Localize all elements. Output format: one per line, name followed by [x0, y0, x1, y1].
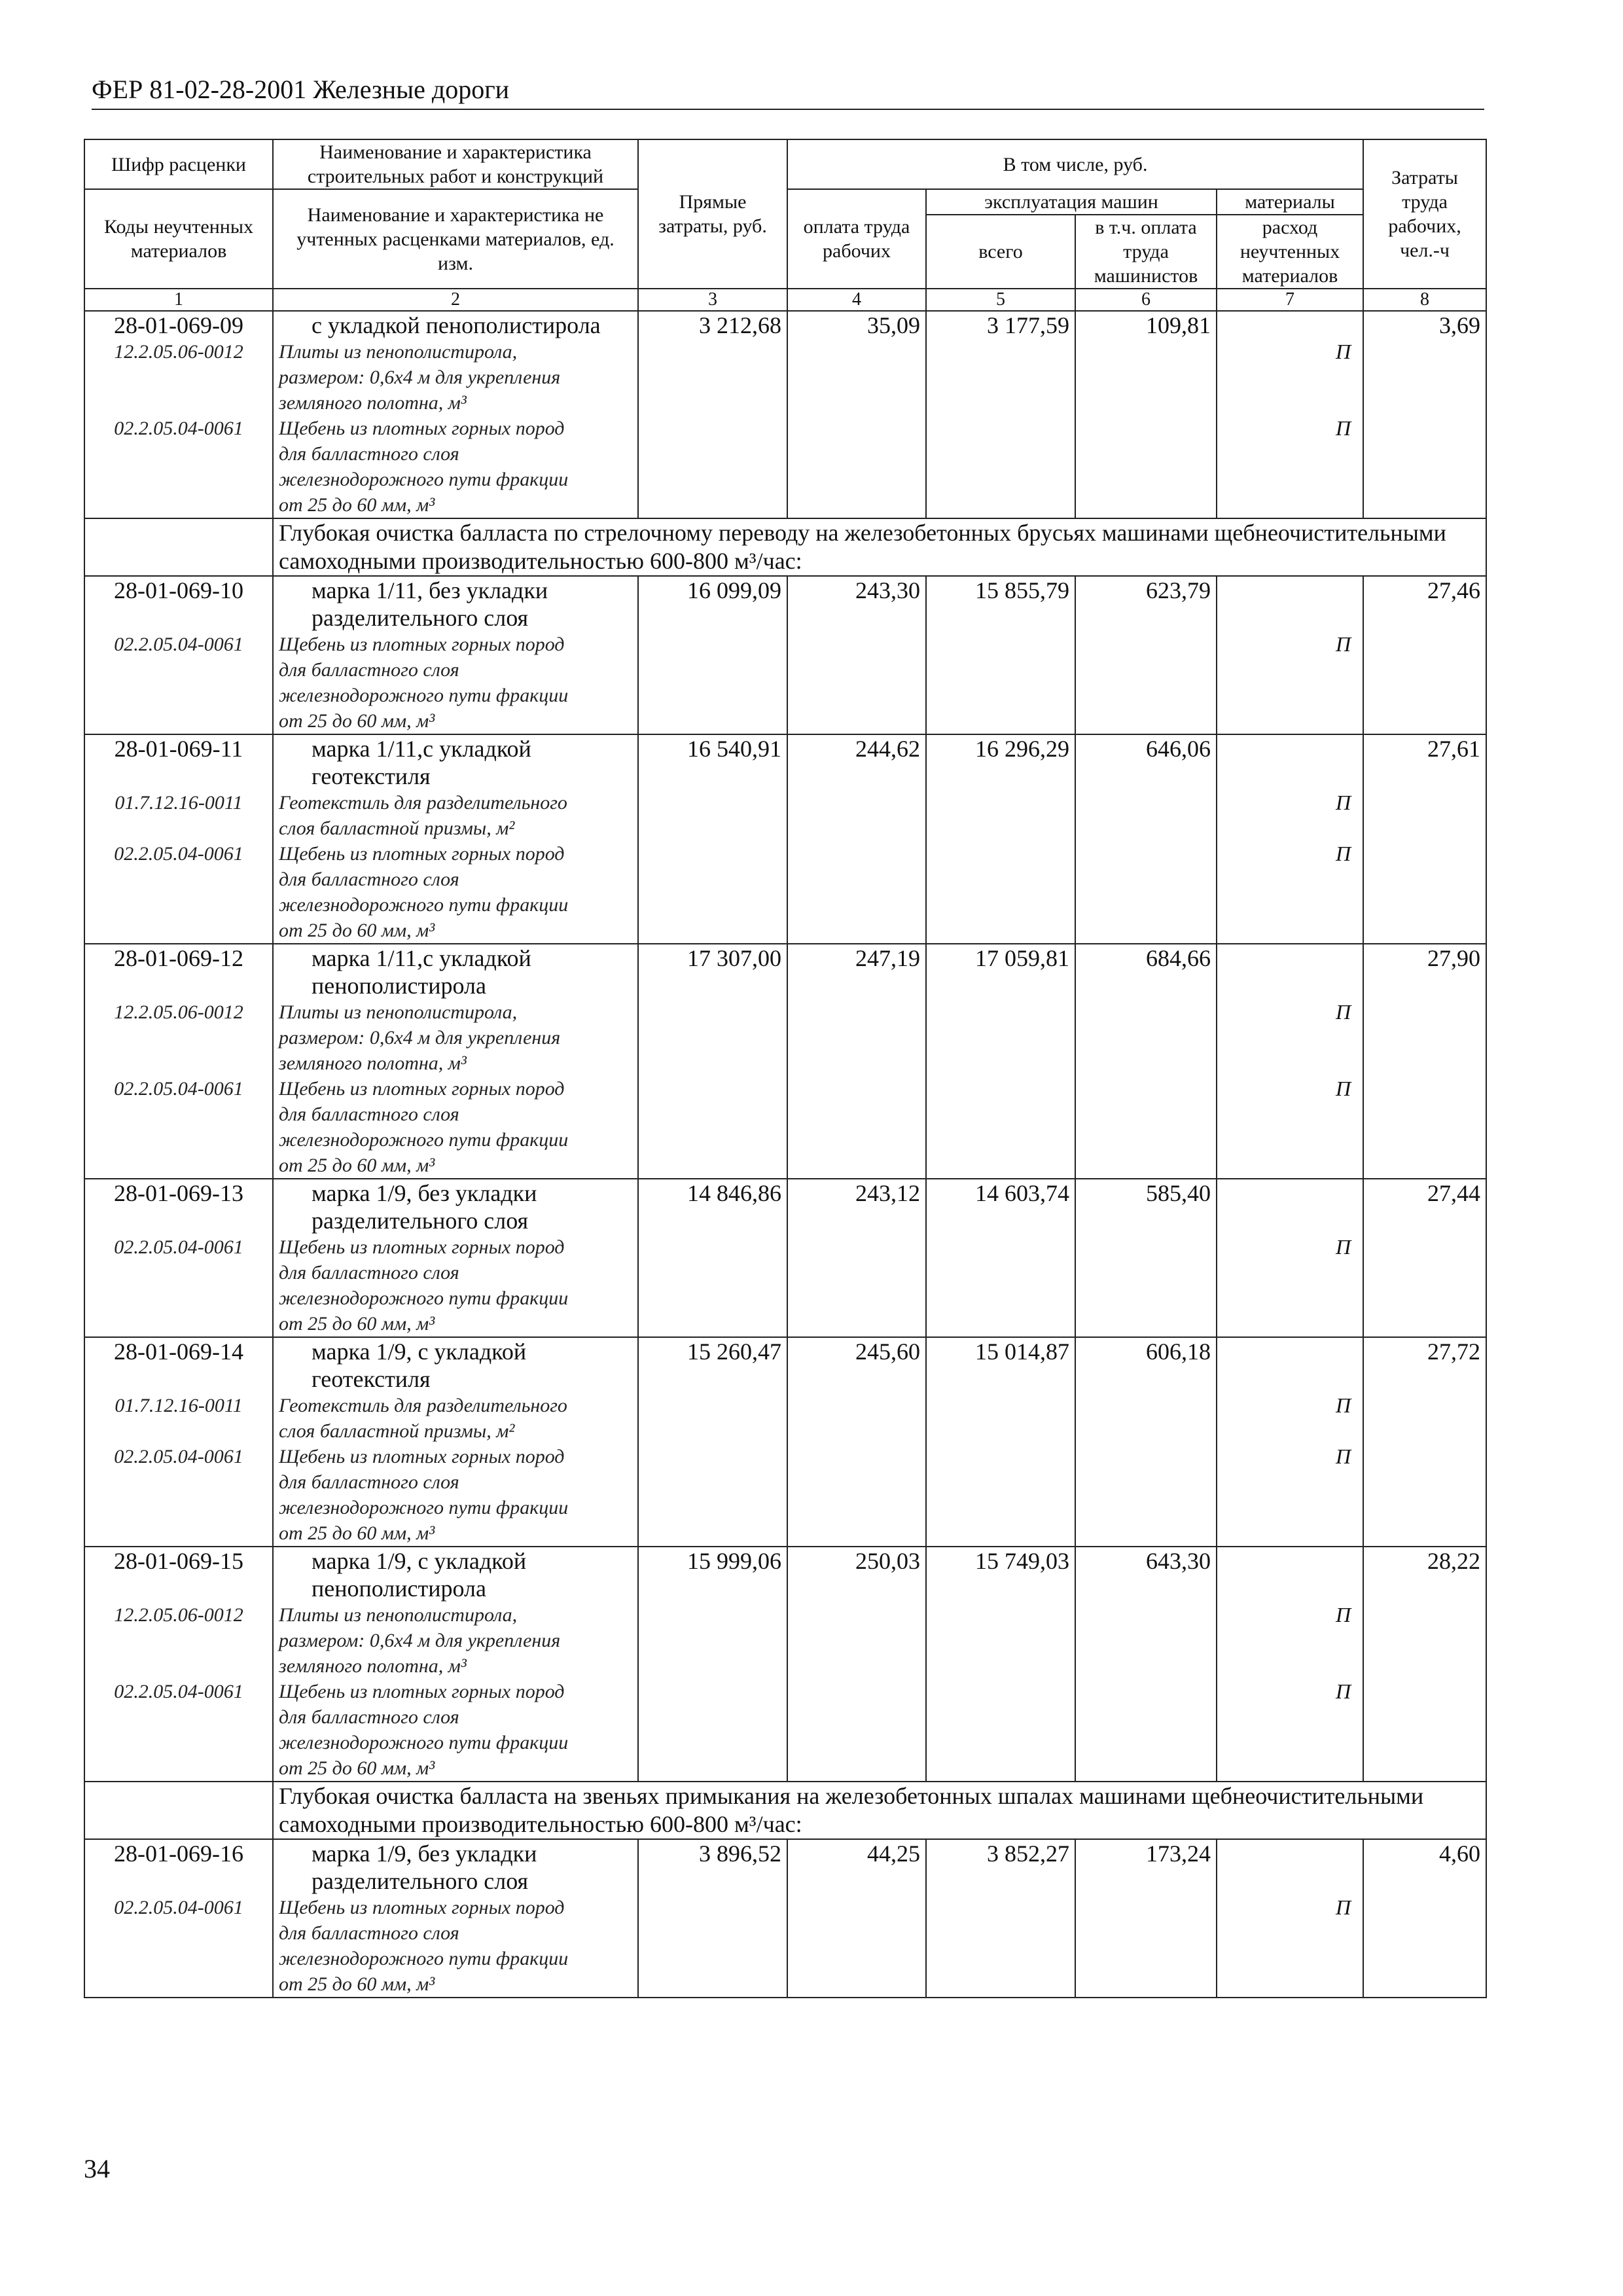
rate-name-line: марка 1/9, без укладки — [312, 1180, 537, 1206]
rate-name-line: пенополистирола — [312, 973, 486, 999]
material-name-line: Щебень из плотных горных пород — [279, 1078, 565, 1100]
col-direct-header: Прямые затраты, руб. — [638, 139, 787, 289]
spacer — [1222, 492, 1357, 518]
machine-total-cell: 16 296,29 — [926, 734, 1075, 944]
col-labor-pay-header: оплата труда рабочих — [787, 189, 926, 289]
rate-name-line: разделительного слоя — [312, 1208, 529, 1234]
col-name-materials-header: Наименование и характеристика не учтенных расценками материалов, ед. изм. — [273, 189, 638, 289]
spacer — [1222, 1920, 1357, 1946]
material-marker: П — [1335, 1603, 1351, 1626]
spacer — [90, 1102, 267, 1127]
labor-pay-cell: 35,09 — [787, 311, 926, 518]
material-marker: П — [1335, 1679, 1351, 1703]
materials-unaccounted-cell — [1217, 1337, 1363, 1547]
material-name-line: Щебень из плотных горных пород — [279, 1681, 565, 1702]
labor-cost-cell: 3,69 — [1363, 311, 1486, 518]
spacer — [1222, 1704, 1357, 1730]
material-name-line: слоя балластной призмы, м² — [279, 1420, 515, 1442]
rate-code: 28-01-069-16 — [114, 1840, 243, 1867]
rate-code-cell — [84, 311, 273, 518]
material-name-line: железнодорожного пути фракции — [279, 1948, 569, 1969]
rate-name-cell — [273, 944, 638, 1179]
material-name-line: для балластного слоя — [279, 869, 459, 890]
labor-cost-cell: 27,90 — [1363, 944, 1486, 1179]
spacer — [1222, 1469, 1357, 1495]
machine-labor-cell: 109,81 — [1075, 311, 1217, 518]
rate-code-cell — [84, 734, 273, 944]
material-name-line: от 25 до 60 мм, м³ — [279, 1313, 435, 1335]
spacer — [90, 1207, 267, 1234]
spacer — [90, 1520, 267, 1546]
material-name-line: для балластного слоя — [279, 1471, 459, 1493]
spacer — [1222, 735, 1357, 790]
rate-row — [84, 1179, 1486, 1337]
section-row — [84, 518, 1486, 576]
spacer — [1222, 577, 1357, 632]
material-marker: П — [1335, 340, 1351, 363]
col-codes-unaccounted-header: Коды неучтенных материалов — [84, 189, 273, 289]
labor-cost-cell: 27,61 — [1363, 734, 1486, 944]
machine-total-cell: 3 852,27 — [926, 1839, 1075, 1998]
spacer — [1222, 918, 1357, 943]
rate-name-line: марка 1/11, без укладки — [312, 577, 548, 603]
material-code: 12.2.05.06-0012 — [114, 341, 243, 363]
spacer — [90, 1575, 267, 1602]
rate-name-cell — [273, 576, 638, 734]
labor-pay-cell: 247,19 — [787, 944, 926, 1179]
material-marker: П — [1335, 1077, 1351, 1100]
material-name-line: от 25 до 60 мм, м³ — [279, 494, 435, 516]
labor-cost-cell: 28,22 — [1363, 1547, 1486, 1782]
machine-total-cell: 15 855,79 — [926, 576, 1075, 734]
spacer — [90, 604, 267, 632]
rate-code-cell — [84, 944, 273, 1179]
material-marker: П — [1335, 1895, 1351, 1919]
material-name-line: размером: 0,6х4 м для укрепления — [279, 1630, 561, 1651]
spacer — [90, 1127, 267, 1153]
spacer — [90, 1920, 267, 1946]
materials-unaccounted-cell — [1217, 944, 1363, 1179]
material-marker: П — [1335, 416, 1351, 440]
machine-labor-cell: 684,66 — [1075, 944, 1217, 1179]
page-header — [92, 73, 1484, 110]
col-machine-labor-header: в т.ч. оплата труда машинистов — [1075, 215, 1217, 289]
material-name-line: Геотекстиль для разделительного — [279, 1395, 567, 1416]
material-name-line: Щебень из плотных горных пород — [279, 418, 565, 439]
spacer — [1222, 1730, 1357, 1755]
spacer — [90, 683, 267, 708]
material-name-line: железнодорожного пути фракции — [279, 685, 569, 706]
rate-name-line: геотекстиля — [312, 1366, 431, 1392]
material-name-line: Плиты из пенополистирола, — [279, 341, 518, 363]
spacer — [90, 1628, 267, 1653]
spacer — [90, 918, 267, 943]
material-name-line: от 25 до 60 мм, м³ — [279, 1155, 435, 1176]
col-materials-unaccounted-header: расход неучтенных материалов — [1217, 215, 1363, 289]
spacer — [1222, 1153, 1357, 1178]
spacer — [90, 1755, 267, 1781]
materials-unaccounted-cell — [1217, 734, 1363, 944]
spacer — [1222, 1520, 1357, 1546]
material-name-line: железнодорожного пути фракции — [279, 1732, 569, 1753]
document-title: ФЕР 81-02-28-2001 Железные дороги — [92, 75, 510, 104]
material-marker: П — [1335, 1235, 1351, 1259]
table-header — [84, 139, 1486, 311]
machine-labor-cell: 646,06 — [1075, 734, 1217, 944]
direct-cost-cell: 16 099,09 — [638, 576, 787, 734]
material-code: 02.2.05.04-0061 — [114, 634, 243, 655]
material-name-line: железнодорожного пути фракции — [279, 1497, 569, 1518]
machine-labor-cell: 585,40 — [1075, 1179, 1217, 1337]
col-including-header: В том числе, руб. — [787, 139, 1363, 189]
labor-pay-cell: 44,25 — [787, 1839, 926, 1998]
rate-row — [84, 1337, 1486, 1547]
material-name-line: Щебень из плотных горных пород — [279, 1446, 565, 1467]
spacer — [90, 467, 267, 492]
spacer — [90, 1730, 267, 1755]
direct-cost-cell: 15 999,06 — [638, 1547, 787, 1782]
direct-cost-cell: 14 846,86 — [638, 1179, 787, 1337]
rate-code-cell — [84, 576, 273, 734]
spacer — [90, 816, 267, 841]
machine-total-cell: 3 177,59 — [926, 311, 1075, 518]
direct-cost-cell: 16 540,91 — [638, 734, 787, 944]
material-name-line: размером: 0,6х4 м для укрепления — [279, 1027, 561, 1049]
material-code: 02.2.05.04-0061 — [114, 1681, 243, 1702]
section-title: Глубокая очистка балласта на звеньях примыкания на железобетонных шпалах машинами щебнеочистительными самоходными производительностью 600-800 м³/час: — [273, 1782, 1486, 1839]
spacer — [90, 1653, 267, 1679]
spacer — [1222, 1260, 1357, 1285]
rate-name-line: пенополистирола — [312, 1575, 486, 1602]
material-name-line: слоя балластной призмы, м² — [279, 817, 515, 839]
col-number: 4 — [787, 289, 926, 311]
spacer — [1222, 1653, 1357, 1679]
rate-row — [84, 734, 1486, 944]
materials-unaccounted-cell — [1217, 1839, 1363, 1998]
spacer — [1222, 1840, 1357, 1895]
spacer — [90, 390, 267, 416]
col-number: 2 — [273, 289, 638, 311]
rate-name-cell — [273, 1839, 638, 1998]
spacer — [1222, 1179, 1357, 1234]
spacer — [90, 1418, 267, 1444]
rate-name-line: марка 1/9, с укладкой — [312, 1548, 527, 1574]
section-empty-cell — [84, 518, 273, 576]
spacer — [1222, 1050, 1357, 1076]
material-code: 12.2.05.06-0012 — [114, 1001, 243, 1023]
col-number: 1 — [84, 289, 273, 311]
spacer — [1222, 441, 1357, 467]
spacer — [1222, 708, 1357, 734]
rates-table — [84, 139, 1487, 1998]
col-number: 3 — [638, 289, 787, 311]
material-name-line: Щебень из плотных горных пород — [279, 843, 565, 865]
spacer — [90, 1365, 267, 1393]
material-name-line: железнодорожного пути фракции — [279, 469, 569, 490]
spacer — [90, 657, 267, 683]
material-name-line: земляного полотна, м³ — [279, 392, 467, 414]
rate-code: 28-01-069-12 — [114, 945, 243, 971]
rate-name-line: марка 1/11,с укладкой — [312, 945, 531, 971]
machine-labor-cell: 606,18 — [1075, 1337, 1217, 1547]
col-number: 7 — [1217, 289, 1363, 311]
col-number: 6 — [1075, 289, 1217, 311]
labor-cost-cell: 4,60 — [1363, 1839, 1486, 1998]
material-name-line: от 25 до 60 мм, м³ — [279, 1757, 435, 1779]
spacer — [1222, 1547, 1357, 1602]
material-name-line: Щебень из плотных горных пород — [279, 634, 565, 655]
material-name-line: железнодорожного пути фракции — [279, 894, 569, 916]
rates-table-wrapper — [84, 139, 1487, 1998]
spacer — [90, 1946, 267, 1971]
direct-cost-cell: 15 260,47 — [638, 1337, 787, 1547]
spacer — [1222, 1338, 1357, 1393]
material-marker: П — [1335, 1444, 1351, 1468]
material-name-line: Плиты из пенополистирола, — [279, 1001, 518, 1023]
material-code: 02.2.05.04-0061 — [114, 1446, 243, 1467]
material-name-line: от 25 до 60 мм, м³ — [279, 1973, 435, 1995]
machine-labor-cell: 643,30 — [1075, 1547, 1217, 1782]
labor-pay-cell: 243,30 — [787, 576, 926, 734]
spacer — [90, 441, 267, 467]
materials-unaccounted-cell — [1217, 576, 1363, 734]
material-name-line: Геотекстиль для разделительного — [279, 792, 567, 814]
material-name-line: размером: 0,6х4 м для укрепления — [279, 367, 561, 388]
spacer — [90, 492, 267, 518]
spacer — [90, 1153, 267, 1178]
material-name-line: от 25 до 60 мм, м³ — [279, 1522, 435, 1544]
spacer — [1222, 657, 1357, 683]
materials-unaccounted-cell — [1217, 1179, 1363, 1337]
spacer — [1222, 1755, 1357, 1781]
spacer — [1222, 390, 1357, 416]
machine-total-cell: 14 603,74 — [926, 1179, 1075, 1337]
material-name-line: для балластного слоя — [279, 659, 459, 681]
rate-name-cell — [273, 1337, 638, 1547]
material-code: 02.2.05.04-0061 — [114, 1078, 243, 1100]
rate-code: 28-01-069-13 — [114, 1180, 243, 1206]
rate-code: 28-01-069-11 — [114, 736, 243, 762]
material-name-line: для балластного слоя — [279, 1262, 459, 1283]
page-number: 34 — [84, 2154, 110, 2183]
labor-pay-cell: 243,12 — [787, 1179, 926, 1337]
material-code: 12.2.05.06-0012 — [114, 1604, 243, 1626]
spacer — [1222, 1628, 1357, 1653]
spacer — [1222, 365, 1357, 390]
direct-cost-cell: 17 307,00 — [638, 944, 787, 1179]
spacer — [90, 1469, 267, 1495]
spacer — [1222, 1971, 1357, 1997]
spacer — [1222, 867, 1357, 892]
rate-name-line: марка 1/11,с укладкой — [312, 736, 531, 762]
spacer — [1222, 1311, 1357, 1336]
col-number: 5 — [926, 289, 1075, 311]
rate-name-cell — [273, 1179, 638, 1337]
rate-row — [84, 944, 1486, 1179]
direct-cost-cell: 3 896,52 — [638, 1839, 787, 1998]
spacer — [1222, 1025, 1357, 1050]
material-code: 02.2.05.04-0061 — [114, 1236, 243, 1258]
machine-labor-cell: 623,79 — [1075, 576, 1217, 734]
rate-code-cell — [84, 1839, 273, 1998]
spacer — [90, 1285, 267, 1311]
col-materials-header: материалы — [1217, 189, 1363, 215]
table-body — [84, 311, 1486, 1998]
spacer — [1222, 944, 1357, 999]
rate-name-cell — [273, 311, 638, 518]
spacer — [1222, 312, 1357, 339]
rate-name-line: с укладкой пенополистирола — [312, 312, 601, 338]
material-code: 01.7.12.16-0011 — [115, 792, 243, 814]
labor-pay-cell: 250,03 — [787, 1547, 926, 1782]
labor-pay-cell: 244,62 — [787, 734, 926, 944]
spacer — [90, 1971, 267, 1997]
material-name-line: для балластного слоя — [279, 1922, 459, 1944]
rate-row — [84, 1839, 1486, 1998]
labor-cost-cell: 27,46 — [1363, 576, 1486, 734]
material-name-line: земляного полотна, м³ — [279, 1052, 467, 1074]
spacer — [90, 972, 267, 999]
rate-code-cell — [84, 1337, 273, 1547]
machine-total-cell: 17 059,81 — [926, 944, 1075, 1179]
materials-unaccounted-cell — [1217, 311, 1363, 518]
section-title: Глубокая очистка балласта по стрелочному переводу на железобетонных брусьях машинами щебнеочистительными самоходными производительностью 600-800 м³/час: — [273, 518, 1486, 576]
material-name-line: Плиты из пенополистирола, — [279, 1604, 518, 1626]
material-name-line: от 25 до 60 мм, м³ — [279, 710, 435, 732]
material-name-line: от 25 до 60 мм, м³ — [279, 920, 435, 941]
col-number: 8 — [1363, 289, 1486, 311]
spacer — [1222, 892, 1357, 918]
spacer — [90, 365, 267, 390]
rate-code: 28-01-069-09 — [114, 312, 243, 338]
material-code: 02.2.05.04-0061 — [114, 1897, 243, 1918]
material-code: 01.7.12.16-0011 — [115, 1395, 243, 1416]
spacer — [90, 1867, 267, 1895]
spacer — [90, 1704, 267, 1730]
material-name-line: земляного полотна, м³ — [279, 1655, 467, 1677]
machine-total-cell: 15 014,87 — [926, 1337, 1075, 1547]
rate-name-line: геотекстиля — [312, 763, 431, 789]
rate-code: 28-01-069-10 — [114, 577, 243, 603]
material-marker: П — [1335, 1393, 1351, 1417]
spacer — [1222, 1946, 1357, 1971]
spacer — [90, 1025, 267, 1050]
spacer — [90, 867, 267, 892]
rate-name-cell — [273, 734, 638, 944]
col-labor-cost-header: Затраты труда рабочих, чел.-ч — [1363, 139, 1486, 289]
material-marker: П — [1335, 1000, 1351, 1024]
materials-unaccounted-cell — [1217, 1547, 1363, 1782]
section-row — [84, 1782, 1486, 1839]
labor-pay-cell: 245,60 — [787, 1337, 926, 1547]
col-code-header: Шифр расценки — [84, 139, 273, 189]
material-name-line: Щебень из плотных горных пород — [279, 1236, 565, 1258]
spacer — [1222, 1102, 1357, 1127]
rate-row — [84, 311, 1486, 518]
rate-name-line: разделительного слоя — [312, 605, 529, 631]
material-name-line: железнодорожного пути фракции — [279, 1287, 569, 1309]
rate-name-line: разделительного слоя — [312, 1868, 529, 1894]
rate-name-line: марка 1/9, без укладки — [312, 1840, 537, 1867]
spacer — [90, 708, 267, 734]
labor-cost-cell: 27,72 — [1363, 1337, 1486, 1547]
material-marker: П — [1335, 632, 1351, 656]
material-code: 02.2.05.04-0061 — [114, 418, 243, 439]
material-marker: П — [1335, 842, 1351, 865]
col-machine-total-header: всего — [926, 215, 1075, 289]
labor-cost-cell: 27,44 — [1363, 1179, 1486, 1337]
spacer — [90, 1050, 267, 1076]
rate-name-line: марка 1/9, с укладкой — [312, 1338, 527, 1365]
material-name-line: Щебень из плотных горных пород — [279, 1897, 565, 1918]
spacer — [1222, 683, 1357, 708]
spacer — [1222, 1418, 1357, 1444]
spacer — [1222, 1495, 1357, 1520]
material-name-line: для балластного слоя — [279, 1706, 459, 1728]
spacer — [1222, 467, 1357, 492]
rate-row — [84, 576, 1486, 734]
material-marker: П — [1335, 791, 1351, 814]
machine-total-cell: 15 749,03 — [926, 1547, 1075, 1782]
material-name-line: для балластного слоя — [279, 443, 459, 465]
col-name-header: Наименование и характеристика строительных работ и конструкций — [273, 139, 638, 189]
spacer — [90, 892, 267, 918]
spacer — [1222, 1127, 1357, 1153]
spacer — [1222, 816, 1357, 841]
machine-labor-cell: 173,24 — [1075, 1839, 1217, 1998]
direct-cost-cell: 3 212,68 — [638, 311, 787, 518]
rate-code-cell — [84, 1547, 273, 1782]
col-machine-ops-header: эксплуатация машин — [926, 189, 1217, 215]
spacer — [1222, 1285, 1357, 1311]
section-empty-cell — [84, 1782, 273, 1839]
rate-name-cell — [273, 1547, 638, 1782]
rate-code-cell — [84, 1179, 273, 1337]
column-numbers-row — [84, 289, 1486, 311]
material-code: 02.2.05.04-0061 — [114, 843, 243, 865]
spacer — [90, 1260, 267, 1285]
spacer — [90, 1495, 267, 1520]
material-name-line: железнодорожного пути фракции — [279, 1129, 569, 1151]
material-name-line: для балластного слоя — [279, 1103, 459, 1125]
spacer — [90, 762, 267, 790]
rate-row — [84, 1547, 1486, 1782]
rate-code: 28-01-069-15 — [114, 1548, 243, 1574]
rate-code: 28-01-069-14 — [114, 1338, 243, 1365]
spacer — [90, 1311, 267, 1336]
